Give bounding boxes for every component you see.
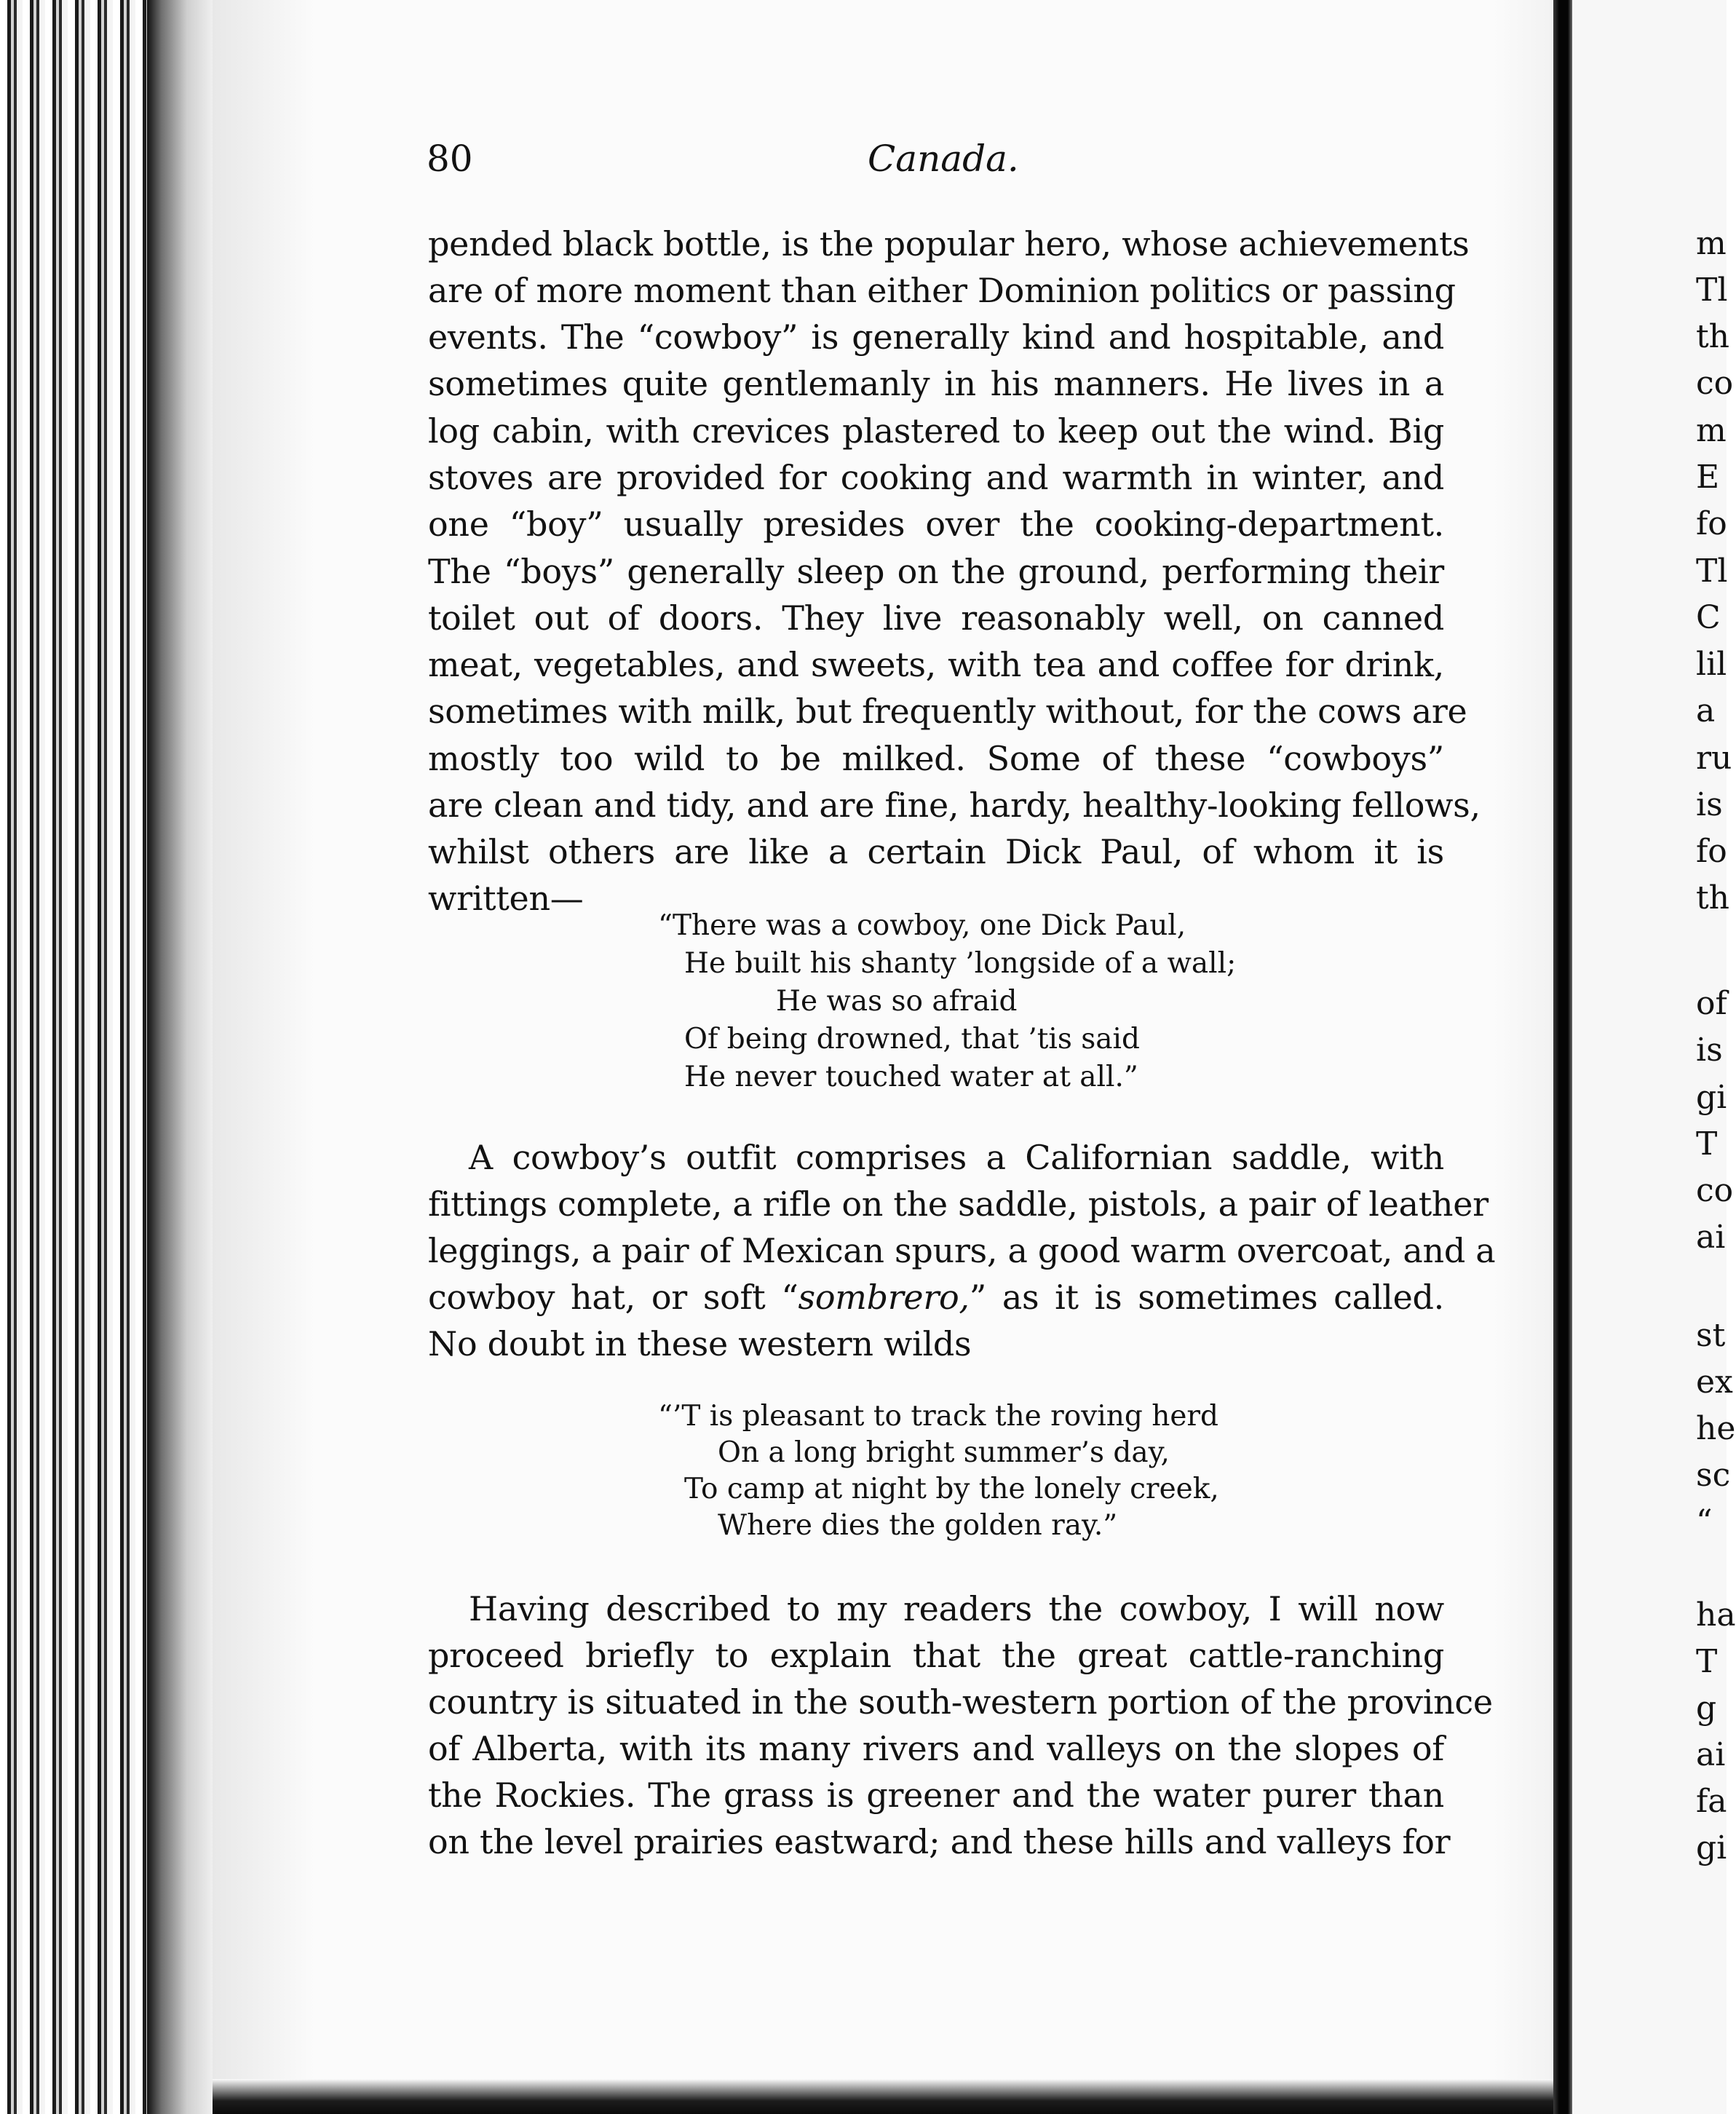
verse-line: Where dies the golden ray.” bbox=[718, 1509, 1118, 1542]
adjacent-page-fragment: Tl bbox=[1696, 553, 1728, 590]
adjacent-page-fragment: fo bbox=[1696, 833, 1727, 870]
body-line: The “boys” generally sleep on the ground, performing their bbox=[428, 552, 1444, 591]
adjacent-page-fragment: ru bbox=[1696, 740, 1732, 777]
body-line: mostly too wild to be milked. Some of these “cowboys” bbox=[428, 739, 1444, 778]
italic-word: sombrero, bbox=[798, 1278, 970, 1317]
body-line: are clean and tidy, and are fine, hardy, healthy-looking fellows, bbox=[428, 785, 1481, 825]
body-text: ” as it is sometimes called. bbox=[969, 1278, 1444, 1317]
body-line: sometimes with milk, but frequently without, for the cows are bbox=[428, 692, 1467, 731]
adjacent-page-fragment: lil bbox=[1696, 646, 1727, 683]
verse-line: Of being drowned, that ’tis said bbox=[684, 1023, 1140, 1056]
adjacent-page-fragment: Tl bbox=[1696, 272, 1728, 309]
adjacent-page-fragment: st bbox=[1696, 1317, 1726, 1354]
adjacent-page-fragment: sc bbox=[1696, 1457, 1731, 1494]
body-line: toilet out of doors. They live reasonably well, on canned bbox=[428, 598, 1444, 638]
adjacent-page-fragment: T bbox=[1696, 1125, 1718, 1163]
verse-line: He was so afraid bbox=[776, 985, 1018, 1018]
adjacent-page-fragment: fa bbox=[1696, 1783, 1727, 1820]
body-line: written— bbox=[428, 879, 584, 918]
verse-line: On a long bright summer’s day, bbox=[718, 1436, 1170, 1469]
adjacent-page-fragment: m bbox=[1696, 225, 1727, 262]
body-line: stoves are provided for cooking and warmth in winter, and bbox=[428, 458, 1444, 497]
adjacent-page-fragment: ha bbox=[1696, 1596, 1736, 1634]
body-line bbox=[428, 1276, 1444, 1318]
page-bottom-edge bbox=[213, 2079, 1553, 2114]
verse-line: To camp at night by the lonely creek, bbox=[684, 1473, 1219, 1505]
body-line: proceed briefly to explain that the great cattle-ranching bbox=[428, 1636, 1444, 1675]
body-line: Having described to my readers the cowboy, I will now bbox=[469, 1589, 1444, 1628]
adjacent-page-fragment: fo bbox=[1696, 505, 1727, 542]
verse-line: “’T is pleasant to track the roving herd bbox=[658, 1400, 1219, 1433]
body-text: cowboy hat, or soft “ bbox=[428, 1278, 798, 1317]
verse-line: He never touched water at all.” bbox=[684, 1061, 1138, 1093]
adjacent-page-fragment: ex bbox=[1696, 1363, 1733, 1401]
adjacent-page-fragment: gi bbox=[1696, 1829, 1727, 1866]
body-line: of Alberta, with its many rivers and valleys on the slopes of bbox=[428, 1729, 1444, 1768]
verse-line: He built his shanty ’longside of a wall; bbox=[684, 947, 1237, 980]
page-number: 80 bbox=[427, 138, 473, 180]
body-line: pended black bottle, is the popular hero, whose achievements bbox=[428, 224, 1470, 264]
body-line: whilst others are like a certain Dick Paul, of whom it is bbox=[428, 832, 1444, 871]
adjacent-page-fragment: is bbox=[1696, 786, 1723, 823]
adjacent-page-fragment: ai bbox=[1696, 1219, 1726, 1256]
body-line: are of more moment than either Dominion politics or passing bbox=[428, 271, 1456, 310]
page-divider bbox=[1553, 0, 1572, 2114]
body-line: No doubt in these western wilds bbox=[428, 1324, 972, 1363]
adjacent-page-fragment: C bbox=[1696, 599, 1721, 636]
adjacent-page-fragment: T bbox=[1696, 1643, 1718, 1680]
adjacent-page-fragment: of bbox=[1696, 985, 1727, 1022]
body-line: A cowboy’s outfit comprises a Californian saddle, with bbox=[469, 1138, 1444, 1177]
adjacent-page-fragment: ai bbox=[1696, 1736, 1726, 1773]
body-line: the Rockies. The grass is greener and the water purer than bbox=[428, 1775, 1444, 1815]
adjacent-page-fragment: E bbox=[1696, 459, 1720, 496]
adjacent-page-fragment: co bbox=[1696, 1172, 1734, 1209]
body-line: meat, vegetables, and sweets, with tea and coffee for drink, bbox=[428, 645, 1444, 684]
body-line: one “boy” usually presides over the cooking-department. bbox=[428, 504, 1444, 544]
adjacent-page-fragment: th bbox=[1696, 318, 1730, 355]
adjacent-page-fragment: is bbox=[1696, 1032, 1723, 1069]
adjacent-page-fragment: he bbox=[1696, 1410, 1736, 1447]
verse-line: “There was a cowboy, one Dick Paul, bbox=[658, 909, 1186, 942]
adjacent-page-fragment: gi bbox=[1696, 1079, 1727, 1116]
adjacent-page-fragment: th bbox=[1696, 879, 1730, 917]
adjacent-page-fragment: a bbox=[1696, 692, 1716, 729]
body-line: events. The “cowboy” is generally kind and hospitable, and bbox=[428, 317, 1444, 357]
running-title: Canada. bbox=[868, 138, 1019, 180]
adjacent-page-fragment: g bbox=[1696, 1690, 1717, 1727]
body-line: country is situated in the south-western portion of the province bbox=[428, 1682, 1493, 1722]
body-line: sometimes quite gentlemanly in his manners. He lives in a bbox=[428, 364, 1444, 403]
adjacent-page-fragment: co bbox=[1696, 365, 1734, 402]
adjacent-page-fragment: “ bbox=[1696, 1503, 1713, 1540]
running-header bbox=[427, 137, 1446, 181]
adjacent-page-fragment: m bbox=[1696, 412, 1727, 449]
body-line: log cabin, with crevices plastered to keep out the wind. Big bbox=[428, 411, 1444, 451]
body-line: leggings, a pair of Mexican spurs, a good warm overcoat, and a bbox=[428, 1231, 1496, 1270]
body-line: fittings complete, a rifle on the saddle, pistols, a pair of leather bbox=[428, 1184, 1489, 1224]
body-line: on the level prairies eastward; and these hills and valleys for bbox=[428, 1822, 1451, 1861]
page-curl-shadow bbox=[147, 0, 213, 2114]
